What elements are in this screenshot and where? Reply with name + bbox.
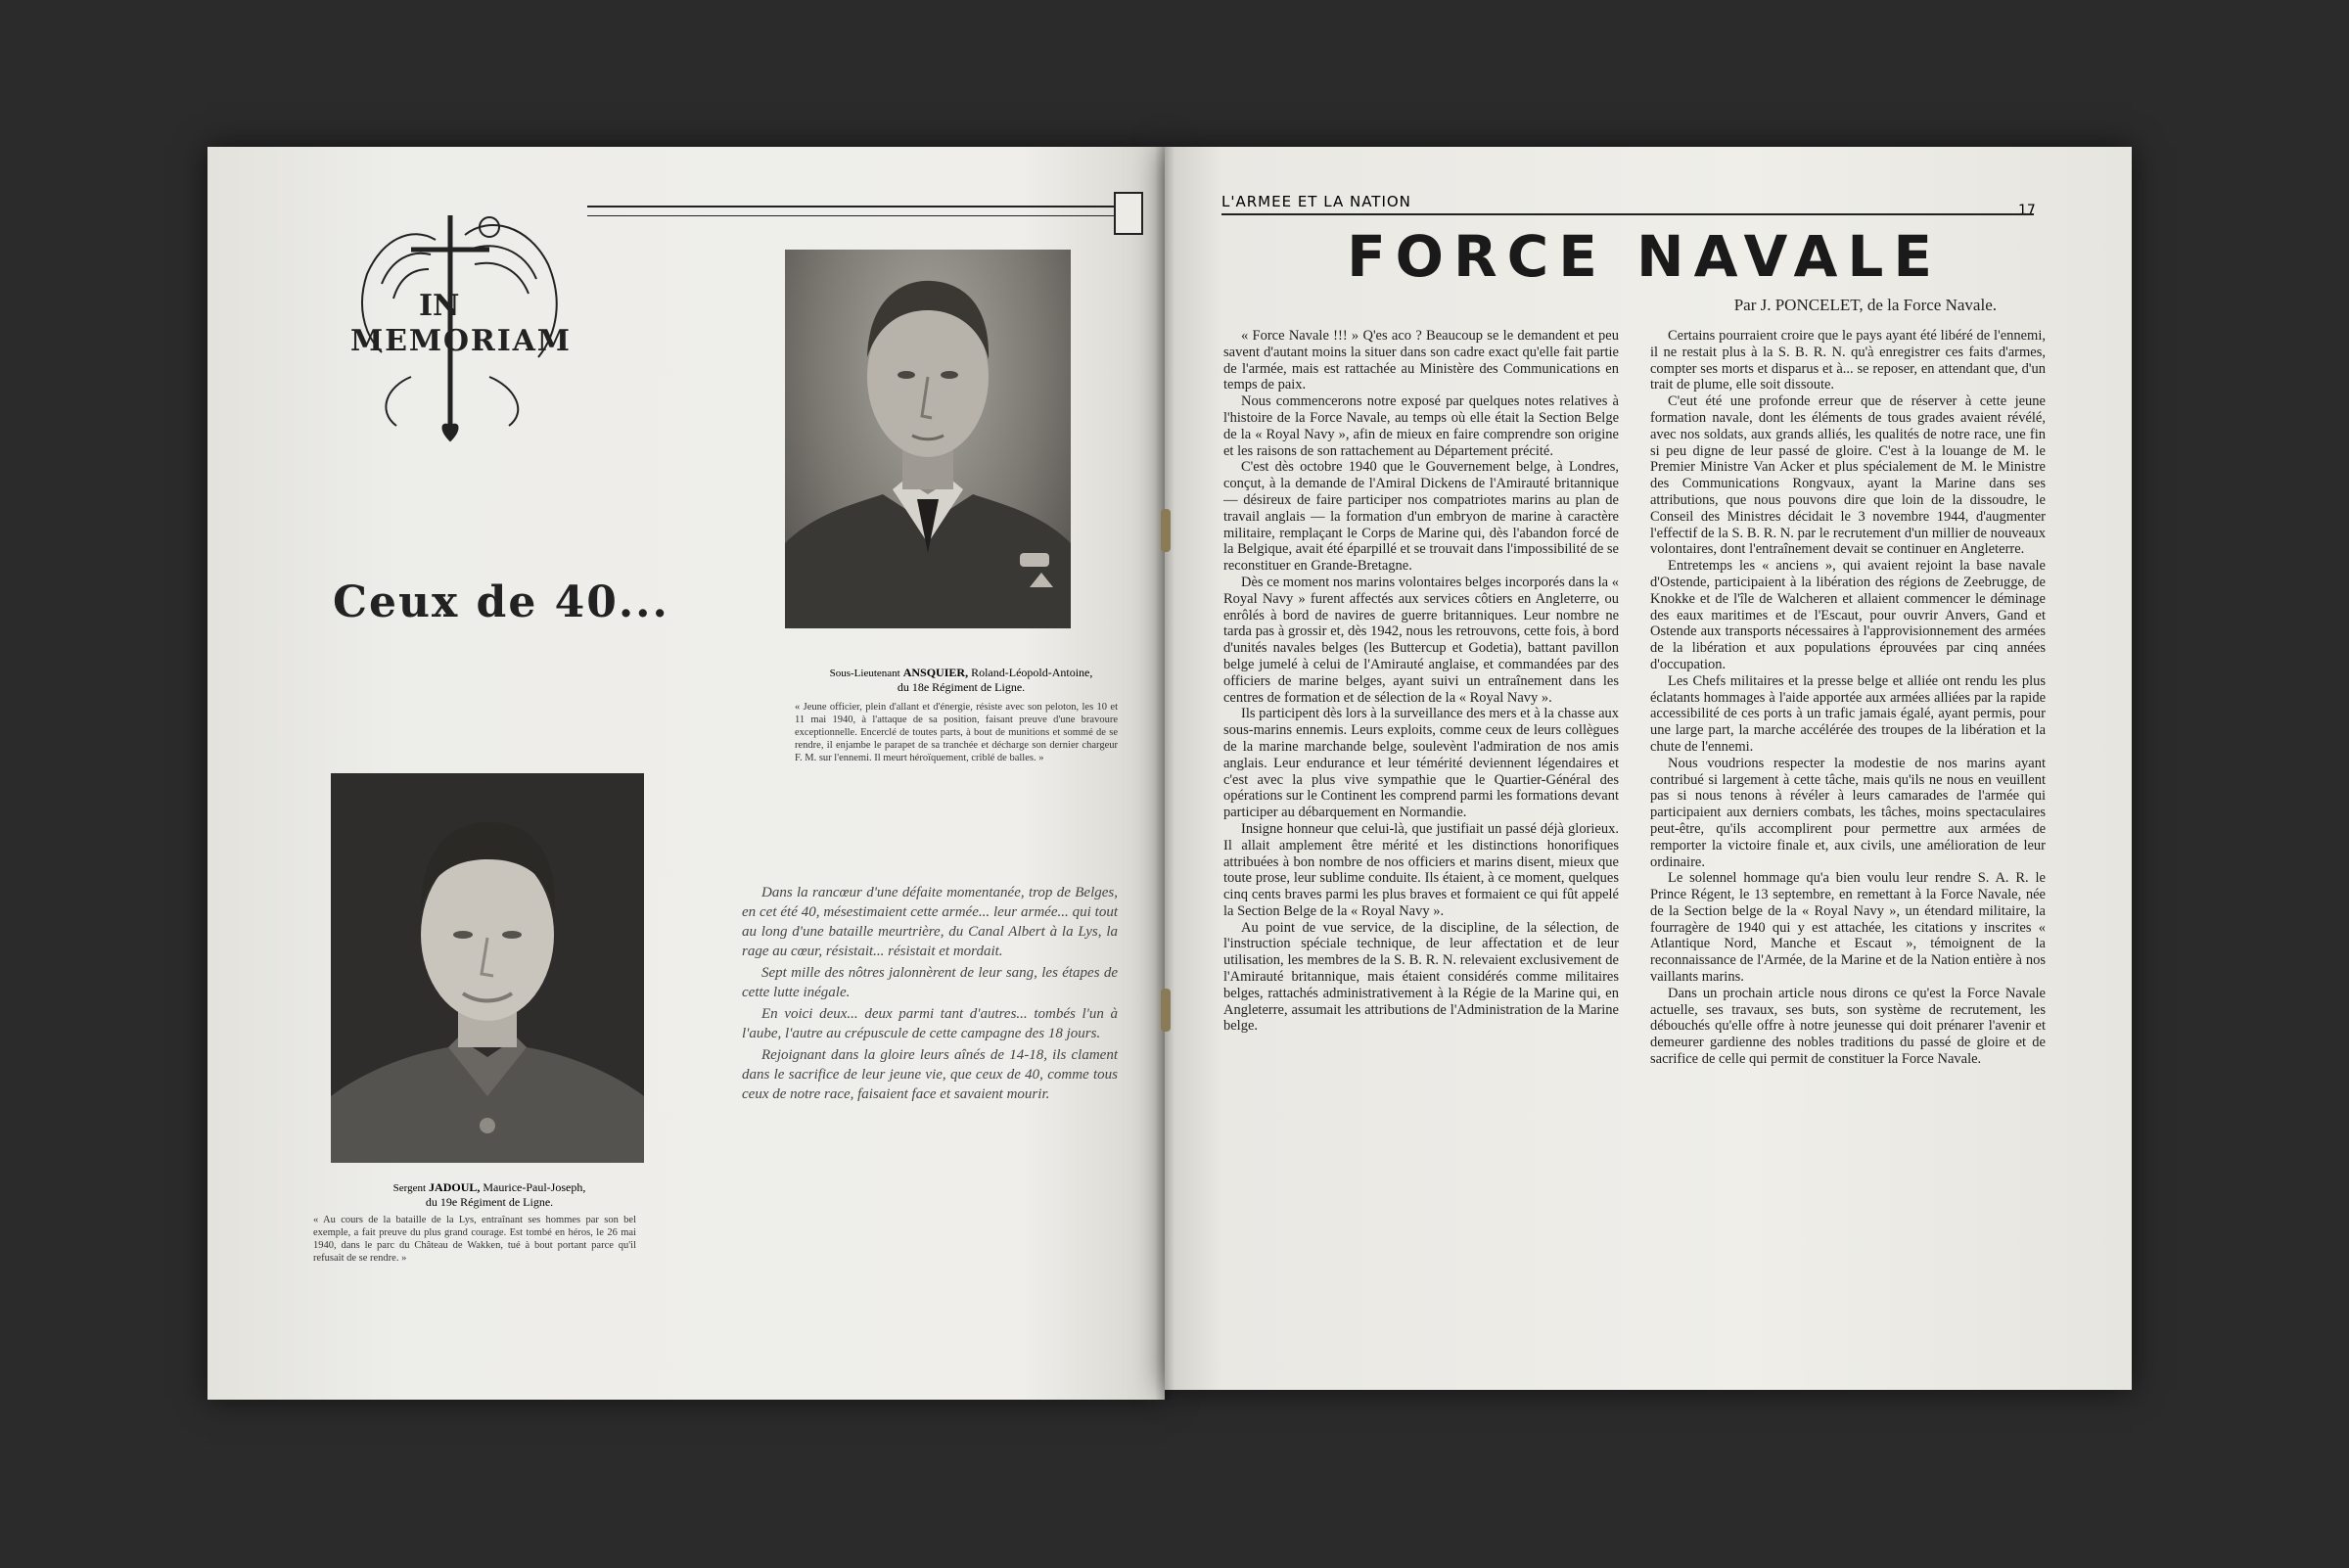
article-paragraph: Nous commencerons notre exposé par quelques notes relatives à l'histoire de la Force Navale, au temps où elle était la Section Belge de la « Royal Navy », afin de mieux en faire comprendre son origine et les raisons de son rattachement au Département précité. bbox=[1223, 393, 1619, 459]
portrait-1-citation: « Jeune officier, plein d'allant et d'énergie, résiste avec son peloton, les 10 et 11 mai 1940, à l'attaque de sa position, faisant preuve d'une bravoure exceptionnelle. Encerclé de toutes parts, à bout de munitions et sommé de se rendre, il enjambe le parapet de sa tranchée et décharge son dernier chargeur F. M. sur l'ennemi. Il meurt héroïquement, criblé de balles. » bbox=[795, 702, 1118, 763]
portrait-2-citation: « Au cours de la bataille de la Lys, entraînant ses hommes par son bel exemple, a fait preuve du plus grand courage. Est tombé en héros, le 26 mai 1940, dans le parc du Château de Wakken, tué à bout portant parce qu'il refusait de se rendre. » bbox=[313, 1215, 636, 1264]
portrait-photo-jadoul bbox=[331, 773, 644, 1163]
article-paragraph: Entretemps les « anciens », qui avaient rejoint la base navale d'Ostende, participaient à la libération des régions de Zeebrugge, de Knokke et de l'île de Walcheren et allaient commencer le déminage des eaux maritimes et de l'Escaut, pour ouvrir Anvers, Gand et Ostende aux transports nécessaires à l'approvisionnement des armées de la libération et aux populations éprouvées par cinq années d'occupation. bbox=[1650, 558, 2046, 672]
tribute-paragraph: Dans la rancœur d'une défaite momentanée, trop de Belges, en cet été 40, mésestimaient cette armée... leur armée... qui tout au long d'une bataille meurtrière, du Canal Albert à la Lys, la rage au cœur, résistait... résistait et mordait. bbox=[742, 885, 1118, 959]
tribute-paragraph: En voici deux... deux parmi tant d'autres... tombés l'un à l'aube, l'autre au crépuscule de cette campagne des 18 jours. bbox=[742, 1006, 1118, 1041]
article-paragraph: « Force Navale !!! » Q'es aco ? Beaucoup se le demandent et peu savent d'autant moins la situer dans son cadre exact qu'elle fait partie de l'armée, mais est rattachée au Ministère des Communications en temps de paix. bbox=[1223, 328, 1619, 393]
portrait-1-surname: ANSQUIER, bbox=[902, 666, 969, 679]
article-paragraph: C'est dès octobre 1940 que le Gouvernement belge, à Londres, conçut, à la demande de l'Amiral Dickens de l'Amirauté britannique — désireux de faire participer nos compatriotes marins au plan de travail anglais — la formation d'un embryon de marine à caractère militaire, remplaçant le Corps de Marine qui, dès l'abandon forcé de la Belgique, avait été éparpillé et se trouvait dans l'impossibilité de se reconstituer en Grande-Bretagne. bbox=[1223, 459, 1619, 575]
binding-gutter bbox=[1155, 147, 1174, 1400]
tribute-text bbox=[742, 883, 1118, 1106]
portrait-1-given-names: Roland-Léopold-Antoine, bbox=[971, 666, 1093, 679]
memoriam-line-2: MEMORIAM bbox=[350, 324, 570, 358]
article-title: FORCE NAVALE bbox=[1347, 223, 1942, 290]
tribute-paragraph: Sept mille des nôtres jalonnèrent de leur sang, les étapes de cette lutte inégale. bbox=[742, 965, 1118, 1000]
article-paragraph: Dans un prochain article nous dirons ce qu'est la Force Navale actuelle, ses travaux, ses buts, son système de recrutement, les débouchés qu'elle offre à notre jeunesse qui doit prénarer l'avenir et demeurer gardienne des nobles traditions du passé de gloire et de sacrifice de celle qui permit de constituer la Force Navale. bbox=[1650, 985, 2046, 1068]
page-number: 17 bbox=[2018, 203, 2036, 218]
article-paragraph: Au point de vue service, de la discipline, de la sélection, de l'instruction spéciale technique, de leur affectation et de leur utilisation, les membres de la S. B. R. N. relevaient exclusivement de l'Amirauté britannique, mais étaient considérés comme militaires belges, rattachés administrativement à la Régie de la Marine qui, en Angleterre, assumait les attributions de l'Administration de la Marine belge. bbox=[1223, 919, 1619, 1035]
decorative-top-rule bbox=[587, 206, 1116, 216]
decorative-rule-box bbox=[1114, 192, 1143, 235]
portrait-2-caption bbox=[313, 1180, 666, 1209]
staple-top bbox=[1161, 509, 1171, 552]
staple-bottom bbox=[1161, 989, 1171, 1032]
portrait-1-caption bbox=[785, 666, 1137, 694]
article-paragraph: Ils participent dès lors à la surveillance des mers et à la chasse aux sous-marins ennemis. Leurs exploits, comme ceux de leurs collègues de la marine marchande belge, soulevènt l'admiration de nos amis anglais. Leur endurance et leur témérité deviennent légendaires et c'est avec la plus vive sympathie que le Quartier-Général des opérations sur le Continent les comprend parmi les formations devant participer au débarquement en Normandie. bbox=[1223, 706, 1619, 821]
article-paragraph: Le solennel hommage qu'a bien voulu leur rendre S. A. R. le Prince Régent, le 13 septembre, en remettant à la Force Navale, née de la Section belge de la « Royal Navy », un étendard militaire, la fourragère de 1940 qui y est attachée, les citations y inscrites « Atlantique Nord, Manche et Escaut », témoignent de la reconnaissance de l'Armée, de la Marine et de la Nation entière à nos vaillants marins. bbox=[1650, 870, 2046, 986]
in-memoriam-emblem bbox=[343, 206, 577, 450]
page-title-ceux-de-40: Ceux de 40... bbox=[333, 577, 669, 627]
article-paragraph: Nous voudrions respecter la modestie de nos marins ayant contribué si largement à cette tâche, mais qu'ils ne nous en veuillent pas si nous tenons à révéler à leurs camarades de l'armée qui participaient aux derniers combats, les tâches, moins spectaculaires peut-être, qu'ils accomplirent pour permettre aux armées de remporter la victoire finale et, aux civils, une amélioration de leur ordinaire. bbox=[1650, 755, 2046, 870]
tribute-paragraph: Rejoignant dans la gloire leurs aînés de 14-18, ils clament dans le sacrifice de leur jeune vie, que ceux de 40, comme tous ceux de notre race, faisaient face et savaient mourir. bbox=[742, 1047, 1118, 1102]
article-paragraph: C'eut été une profonde erreur que de réserver à cette jeune formation navale, dont les éléments de tous grades avaient révélé, avec nos soldats, aux grands alliés, les qualités de notre race, une fin si peu digne de leur passé de gloire. C'est à la louange de M. le Premier Ministre Van Acker et plus spécialement de M. le Ministre des Communications Rongvaux, ayant la Marine dans ses attributions, que nous pouvons dire que loin de la dissoudre, le Conseil des Ministres décidait le 3 novembre 1944, d'augmenter l'effectif de la S. B. R. N. par le recrutement d'un millier de nouveaux volontaires, dont l'entraînement devait se continuer en Angleterre. bbox=[1650, 393, 2046, 558]
portrait-photo-ansquier bbox=[785, 250, 1071, 628]
portrait-1-regiment: du 18e Régiment de Ligne. bbox=[897, 680, 1026, 694]
portrait-2-surname: JADOUL, bbox=[429, 1180, 481, 1194]
portrait-2-grade: Sergent bbox=[392, 1182, 427, 1194]
article-byline: Par J. PONCELET, de la Force Navale. bbox=[1733, 296, 1997, 314]
journal-name: L'ARMEE ET LA NATION bbox=[1221, 193, 1411, 210]
article-paragraph: Les Chefs militaires et la presse belge et alliée ont rendu les plus éclatants hommages à l'aide apportée aux armées alliées par la rapide accessibilité de ces ports à un trafic jamais égalé, ayant permis, pour une large part, la marche accélérée des troupes de la libération et la chute de l'ennemi. bbox=[1650, 672, 2046, 755]
article-column-1 bbox=[1223, 328, 1619, 1035]
article-paragraph: Certains pourraient croire que le pays ayant été libéré de l'ennemi, il ne restait plus à la S. B. R. N. qu'à enregistrer ces faits d'armes, compter ses morts et disparus et à... se reposer, en attendant que, d'un trait de plume, elle soit dissoute. bbox=[1650, 328, 2046, 393]
article-paragraph: Insigne honneur que celui-là, que justifiait un passé déjà glorieux. Il allait amplement être mérité et les distinctions honorifiques attribuées à bon nombre de nos officiers et marins disent, mieux que toute prose, leur sublime conduite. Ils étaient, à ce moment, quelques cinq cents braves parmi les plus braves et formaient ce qui fût appelé la Section Belge de la « Royal Navy ». bbox=[1223, 820, 1619, 919]
portrait-1-grade: Sous-Lieutenant bbox=[829, 668, 900, 679]
portrait-2-given-names: Maurice-Paul-Joseph, bbox=[483, 1180, 586, 1194]
memoriam-line-1: IN bbox=[419, 289, 460, 323]
article-column-2 bbox=[1650, 328, 2046, 1068]
header-rule bbox=[1221, 213, 2034, 215]
article-paragraph: Dès ce moment nos marins volontaires belges incorporés dans la « Royal Navy » furent affectés aux services côtiers en Angleterre, ou enrôlés à bord de navires de guerre britanniques. Leur nombre ne tarda pas à grossir et, dès 1942, nous les retrouvons, cette fois, à bord d'unités navales belges (les Buttercup et Godetia), battant pavillon belge jumelé à celui de l'Amirauté anglaise, et commandées par des officiers de marine belges, ayant suivi un entraînement dans les centres de formation et de sélection de la « Royal Navy ». bbox=[1223, 574, 1619, 706]
portrait-2-regiment: du 19e Régiment de Ligne. bbox=[425, 1195, 554, 1209]
